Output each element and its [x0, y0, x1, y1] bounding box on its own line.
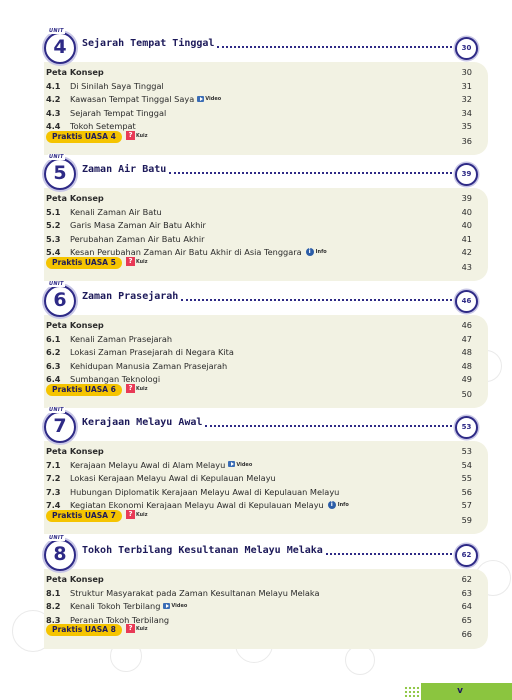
info-icon[interactable]: i Info	[306, 246, 327, 259]
page-ref: 56	[461, 486, 472, 497]
dot-leader	[205, 425, 456, 427]
unit-title: Kerajaan Melayu Awal	[82, 417, 203, 428]
subtopic-number: 4.1	[46, 80, 61, 91]
page-ref: 57	[461, 500, 472, 510]
subtopic-number: 5.3	[46, 233, 61, 244]
quiz-icon[interactable]: ? Kuiz	[126, 510, 147, 522]
unit-header[interactable]	[44, 156, 478, 190]
subtopic-number: 7.3	[46, 486, 61, 497]
unit-header[interactable]	[44, 537, 478, 571]
video-icon[interactable]: Video	[228, 459, 252, 472]
subtopic-title[interactable]: Garis Masa Zaman Air Batu Akhir	[70, 220, 206, 230]
list-item[interactable]	[44, 587, 488, 600]
page-ref: 46	[461, 320, 472, 330]
list-item[interactable]	[44, 219, 488, 232]
unit-number: 4	[53, 36, 67, 58]
quiz-icon[interactable]: ? Kuiz	[126, 257, 147, 269]
subtopic-number: 6.2	[46, 347, 61, 357]
unit-badge	[44, 407, 76, 443]
subtopic-number: 8.1	[46, 587, 61, 598]
unit-badge	[44, 154, 76, 190]
subtopic-number: 8.2	[46, 601, 61, 611]
unit-header[interactable]	[44, 409, 478, 443]
list-item[interactable]	[44, 206, 488, 219]
subtopic-number: 5.1	[46, 206, 61, 217]
peta-konsep-label[interactable]: Peta Konsep	[46, 446, 104, 456]
page-ref: 63	[461, 587, 472, 598]
unit-page-circle: 53	[455, 416, 478, 439]
unit-badge	[44, 535, 76, 571]
subtopic-title[interactable]: Peranan Tokoh Terbilang	[70, 614, 170, 625]
page-ref: 41	[461, 233, 472, 244]
subtopic-number: 4.4	[46, 121, 61, 131]
subtopic-title[interactable]: Kenali Tokoh Terbilang Video	[70, 601, 188, 611]
page-ref: 39	[461, 193, 472, 203]
subtopic-title[interactable]: Kehidupan Manusia Zaman Prasejarah	[70, 360, 228, 371]
subtopic-number: 7.4	[46, 500, 61, 510]
subtopic-title[interactable]: Perubahan Zaman Air Batu Akhir	[70, 233, 205, 244]
page-ref: 59	[461, 514, 472, 525]
subtopic-number: 7.2	[46, 473, 61, 483]
subtopic-title[interactable]: Kenali Zaman Prasejarah	[70, 333, 173, 344]
page-ref: 32	[461, 94, 472, 104]
subtopic-number: 6.4	[46, 374, 61, 384]
subtopic-title[interactable]: Di Sinilah Saya Tinggal	[70, 80, 164, 91]
subtopic-title[interactable]: Kesan Perubahan Zaman Air Batu Akhir di Asia Tenggara i Info	[70, 247, 327, 257]
page-ref: 66	[461, 629, 472, 639]
unit-title: Tokoh Terbilang Kesultanan Melayu Melaka	[82, 545, 323, 556]
unit-panel	[44, 62, 488, 155]
list-item[interactable]	[44, 80, 488, 93]
subtopic-title[interactable]: Lokasi Kerajaan Melayu Awal di Kepulauan Melayu	[70, 473, 276, 483]
subtopic-title[interactable]: Hubungan Diplomatik Kerajaan Melayu Awal di Kepulauan Melayu	[70, 486, 340, 497]
page-ref: 36	[461, 135, 472, 146]
praktis-uasa-button[interactable]: Praktis UASA 4	[46, 131, 122, 143]
praktis-uasa-button[interactable]: Praktis UASA 8	[46, 624, 122, 636]
page-ref: 62	[461, 574, 472, 584]
peta-konsep-label[interactable]: Peta Konsep	[46, 67, 104, 77]
subtopic-number: 6.3	[46, 360, 61, 371]
subtopic-title[interactable]: Tokoh Setempat	[70, 121, 136, 131]
subtopic-number: 5.4	[46, 247, 61, 257]
dot-leader	[181, 299, 456, 301]
subtopic-number: 4.2	[46, 94, 61, 104]
unit-tag: UNIT	[49, 281, 64, 287]
unit-tag: UNIT	[49, 407, 64, 413]
praktis-uasa-button[interactable]: Praktis UASA 7	[46, 510, 122, 522]
info-icon[interactable]: i Info	[328, 499, 349, 512]
subtopic-number: 6.1	[46, 333, 61, 344]
list-item[interactable]	[44, 107, 488, 120]
page-number: v	[457, 686, 463, 696]
list-item[interactable]	[44, 472, 488, 485]
unit-header[interactable]	[44, 30, 478, 64]
unit-tag: UNIT	[49, 535, 64, 541]
unit-title: Zaman Prasejarah	[82, 291, 179, 302]
unit-page-circle: 46	[455, 290, 478, 313]
unit-panel	[44, 315, 488, 408]
unit-number: 8	[53, 543, 67, 565]
page-ref: 48	[461, 360, 472, 371]
page-ref: 35	[461, 121, 472, 131]
page-ref: 47	[461, 333, 472, 344]
page-ref: 50	[461, 388, 472, 399]
unit-page-circle: 30	[455, 37, 478, 60]
list-item[interactable]	[44, 360, 488, 373]
list-item[interactable]	[44, 233, 488, 246]
peta-konsep-label[interactable]: Peta Konsep	[46, 320, 104, 330]
page-ref: 53	[461, 446, 472, 456]
unit-panel	[44, 188, 488, 281]
page-ref: 65	[461, 614, 472, 625]
subtopic-number: 7.1	[46, 459, 61, 470]
page-ref: 30	[461, 67, 472, 77]
dot-leader	[217, 46, 456, 48]
peta-konsep-label[interactable]: Peta Konsep	[46, 574, 104, 584]
unit-title: Sejarah Tempat Tinggal	[82, 38, 215, 49]
unit-badge	[44, 281, 76, 317]
subtopic-title[interactable]: Kenali Zaman Air Batu	[70, 206, 162, 217]
praktis-uasa-button[interactable]: Praktis UASA 5	[46, 257, 122, 269]
unit-tag: UNIT	[49, 28, 64, 34]
unit-number: 6	[53, 289, 67, 311]
page-ref: 54	[461, 459, 472, 470]
list-item[interactable]	[44, 486, 488, 499]
dot-leader	[326, 553, 456, 555]
unit-badge	[44, 28, 76, 64]
unit-tag: UNIT	[49, 154, 64, 160]
praktis-uasa-button[interactable]: Praktis UASA 6	[46, 384, 122, 396]
page-ref: 42	[461, 247, 472, 257]
unit-header[interactable]	[44, 283, 478, 317]
footer-dots	[404, 686, 420, 697]
page-ref: 40	[461, 206, 472, 217]
list-item[interactable]	[44, 346, 488, 359]
subtopic-title[interactable]: Sejarah Tempat Tinggal	[70, 107, 167, 118]
unit-title: Zaman Air Batu	[82, 164, 167, 175]
quiz-icon[interactable]: ? Kuiz	[126, 131, 147, 143]
page-ref: 55	[461, 473, 472, 483]
subtopic-title[interactable]: Struktur Masyarakat pada Zaman Kesultanan Melayu Melaka	[70, 587, 320, 598]
page-ref: 48	[461, 347, 472, 357]
unit-panel	[44, 569, 488, 649]
subtopic-number: 5.2	[46, 220, 61, 230]
list-item[interactable]	[44, 600, 488, 613]
unit-panel	[44, 441, 488, 534]
subtopic-title[interactable]: Kawasan Tempat Tinggal Saya Video	[70, 94, 222, 104]
page-ref: 43	[461, 261, 472, 272]
subtopic-number: 8.3	[46, 614, 61, 625]
list-item[interactable]	[44, 93, 488, 106]
background-doodle	[345, 645, 375, 675]
dot-leader	[169, 172, 456, 174]
subtopic-title[interactable]: Lokasi Zaman Prasejarah di Negara Kita	[70, 347, 234, 357]
peta-konsep-label[interactable]: Peta Konsep	[46, 193, 104, 203]
video-icon[interactable]: Video	[197, 93, 221, 106]
subtopic-title[interactable]: Kegiatan Ekonomi Kerajaan Melayu Awal di Kepulauan Melayu i Info	[70, 500, 349, 510]
list-item[interactable]	[44, 333, 488, 346]
unit-page-circle: 62	[455, 544, 478, 567]
page-ref: 49	[461, 374, 472, 384]
quiz-icon[interactable]: ? Kuiz	[126, 384, 147, 396]
quiz-icon[interactable]: ? Kuiz	[126, 624, 147, 636]
unit-page-circle: 39	[455, 163, 478, 186]
list-item[interactable]	[44, 459, 488, 472]
page-ref: 40	[461, 220, 472, 230]
unit-number: 5	[53, 162, 67, 184]
page-ref: 31	[461, 80, 472, 91]
page-ref: 34	[461, 107, 472, 118]
subtopic-number: 4.3	[46, 107, 61, 118]
subtopic-title[interactable]: Kerajaan Melayu Awal di Alam Melayu Video	[70, 459, 253, 470]
video-icon[interactable]: Video	[163, 600, 187, 613]
subtopic-title[interactable]: Sumbangan Teknologi	[70, 374, 161, 384]
unit-number: 7	[53, 415, 67, 437]
page-ref: 64	[461, 601, 472, 611]
